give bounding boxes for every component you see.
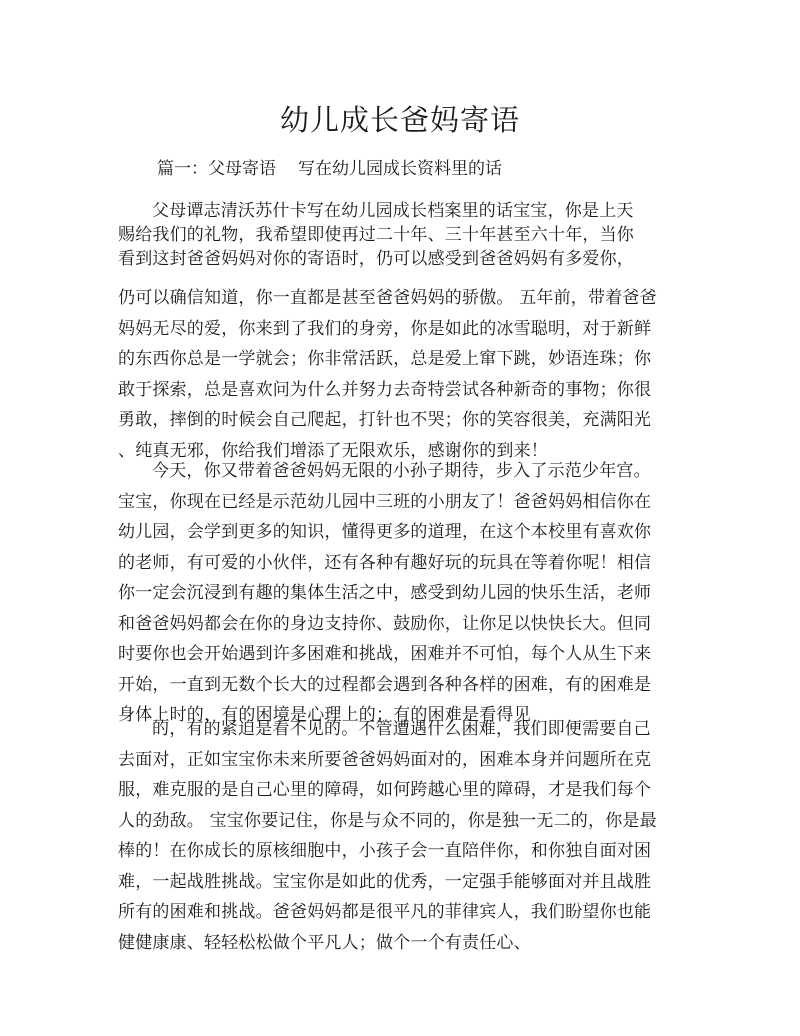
subtitle-part-1: 篇一：父母寄语 (157, 159, 276, 179)
paragraph-line: 难，一起战胜挑战。宝宝你是如此的优秀，一定强手能够面对并且战胜 (118, 871, 652, 892)
paragraph-4 (118, 714, 678, 958)
document-title: 幼儿成长爸妈寄语 (279, 103, 520, 137)
paragraph-line: 开始，一直到无数个长大的过程都会遇到各种各样的困难，有的困难是 (118, 674, 652, 695)
paragraph-line: 父母谭志清沃苏什卡写在幼儿园成长档案里的话宝宝，你是上天 (152, 201, 634, 221)
paragraph-1 (118, 199, 678, 271)
paragraph-line: 敢于探索，总是喜欢问为什么并努力去奇特尝试各种新奇的事物；你很 (118, 379, 652, 400)
paragraph-line: 所有的困难和挑战。爸爸妈妈都是很平凡的菲律宾人，我们盼望你也能 (118, 902, 652, 922)
paragraph-line: 时要你也会开始遇到许多困难和挑战，困难并不可怕，每个人从生下来 (118, 644, 652, 664)
paragraph-line: 和爸爸妈妈都会在你的身边支持你、鼓励你，让你足以快快长大。但同 (118, 613, 652, 634)
paragraph-line: 的，有的紧迫是看不见的。不管遭遇什么困难，我们即便需要自己 (152, 719, 651, 739)
paragraph-line: 、纯真无邪，你给我们增添了无限欢乐，感谢你的到来！ (118, 440, 548, 461)
paragraph-line: 的东西你总是一学就会；你非常活跃，总是爱上窜下跳，妙语连珠；你 (118, 349, 652, 369)
paragraph-line: 棒的！在你成长的原核细胞中，小孩子会一直陪伴你，和你独自面对困 (118, 841, 652, 861)
paragraph-line: 妈妈无尽的爱，你来到了我们的身旁，你是如此的冰雪聪明，对于新鲜 (118, 318, 652, 339)
paragraph-3 (118, 456, 678, 731)
paragraph-line: 的老师，有可爱的小伙伴，还有各种有趣好玩的玩具在等着你呢！相信 (118, 552, 652, 573)
paragraph-line: 看到这封爸爸妈妈对你的寄语时，仍可以感受到爸爸妈妈有多爱你， (118, 249, 634, 269)
paragraph-line: 身体上时的，有的困境是心理上的；有的困难是看得见 (118, 705, 531, 725)
document-subtitle (157, 156, 502, 182)
paragraph-line: 宝宝，你现在已经是示范幼儿园中三班的小朋友了！爸爸妈妈相信你在 (118, 491, 652, 512)
paragraph-line: 人的劲敌。 宝宝你要记住，你是与众不同的，你是独一无二的，你是最 (118, 810, 657, 831)
paragraph-line: 服，难克服的是自己心里的障碍，如何跨越心里的障碍，才是我们每个 (118, 780, 652, 800)
paragraph-line: 今天，你又带着爸爸妈妈无限的小孙子期待，步入了示范少年宫。 (152, 461, 651, 481)
paragraph-line: 去面对，正如宝宝你未来所要爸爸妈妈面对的，困难本身并问题所在克 (118, 749, 652, 770)
subtitle-part-2: 写在幼儿园成长资料里的话 (298, 159, 502, 179)
paragraph-line: 勇敢，摔倒的时候会自己爬起，打针也不哭；你的笑容很美，充满阳光 (118, 410, 652, 430)
paragraph-line: 仍可以确信知道，你一直都是甚至爸爸妈妈的骄傲。 五年前，带着爸爸 (118, 288, 657, 308)
paragraph-line: 你一定会沉浸到有趣的集体生活之中，感受到幼儿园的快乐生活，老师 (118, 583, 652, 603)
paragraph-line: 赐给我们的礼物，我希望即使再过二十年、三十年甚至六十年，当你 (118, 225, 634, 245)
paragraph-line: 健健康康、轻轻松松做个平凡人；做个一个有责任心、 (118, 932, 531, 953)
paragraph-line: 幼儿园，会学到更多的知识，懂得更多的道理，在这个本校里有喜欢你 (118, 522, 652, 542)
paragraph-2 (118, 283, 678, 466)
